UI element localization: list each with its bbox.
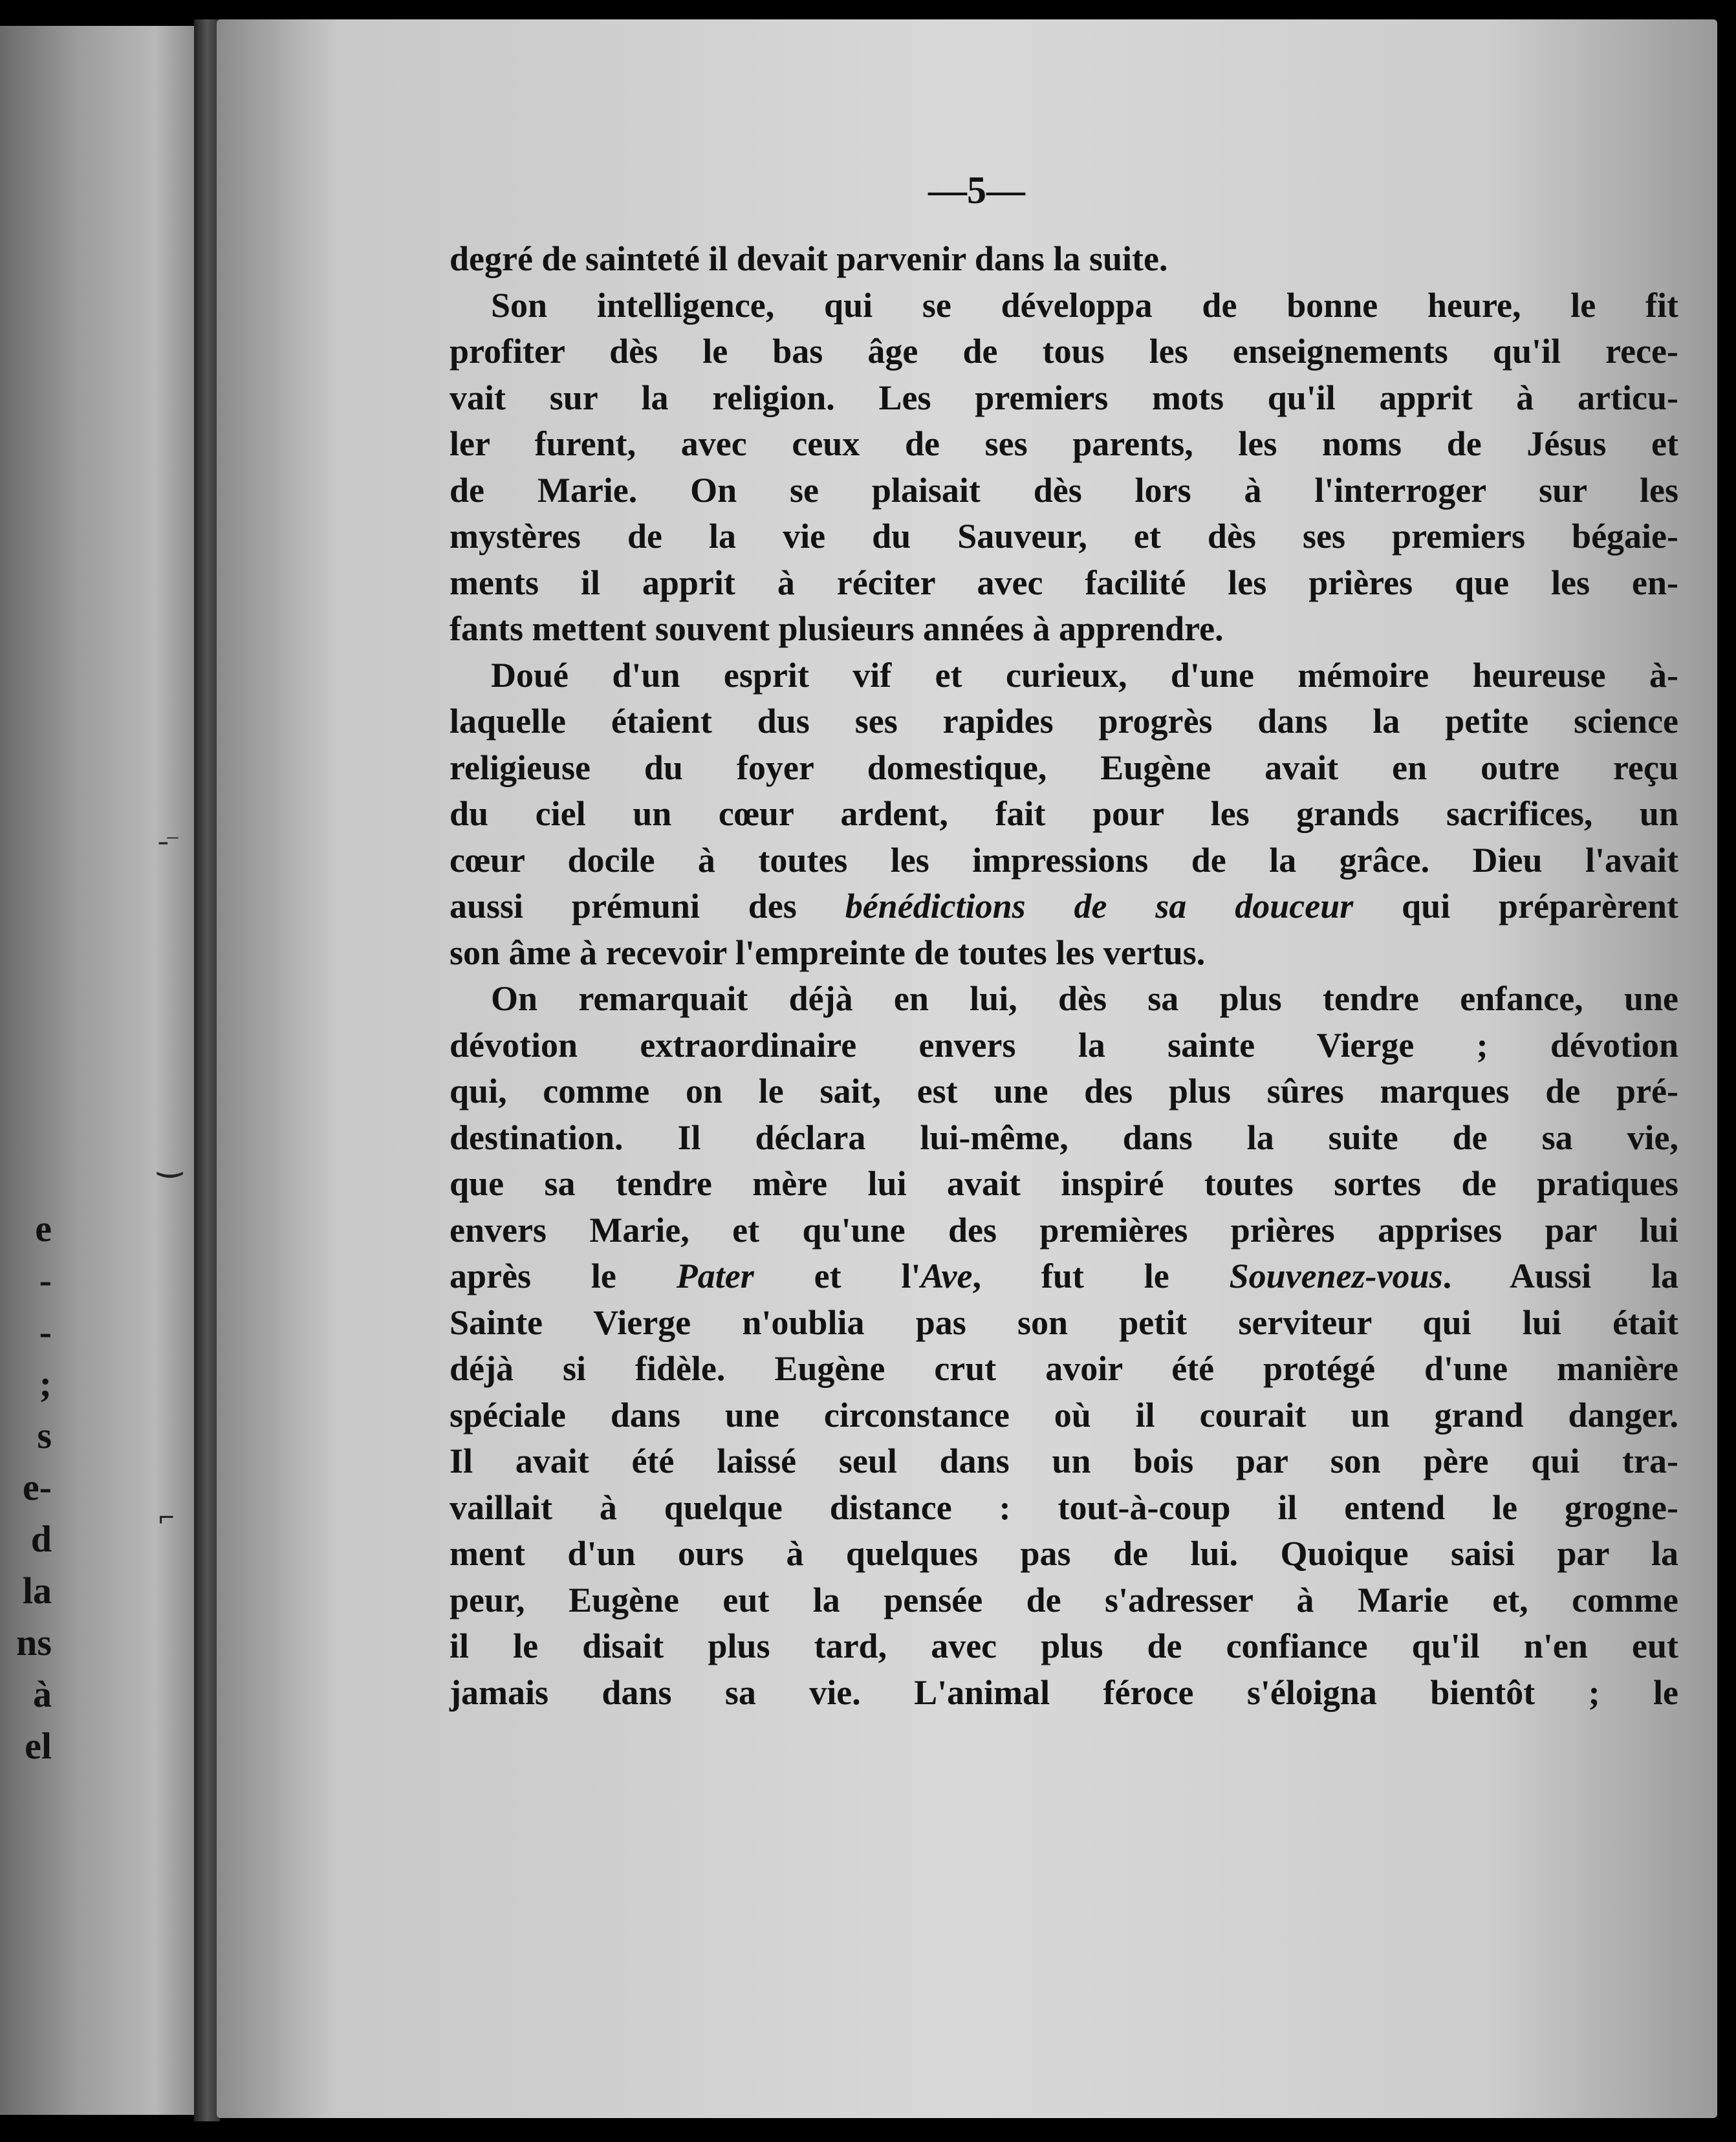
text-line [450, 1623, 1678, 1670]
text-line [450, 606, 1678, 653]
text-line [450, 1485, 1678, 1531]
left-page [0, 26, 194, 2115]
text-line [450, 560, 1678, 607]
left-page-fragment: - [39, 1311, 52, 1353]
text-run: fants mettent souvent plusieurs années à apprendre. [450, 609, 1224, 648]
italic-text: Pater [676, 1257, 754, 1295]
text-line [450, 1531, 1678, 1577]
left-page-fragment: la [22, 1570, 52, 1612]
text-line [450, 1207, 1678, 1254]
text-run: Sainte Vierge n'oublia pas son petit serviteur qui lui était [450, 1303, 1678, 1342]
text-line [450, 468, 1678, 514]
text-line [450, 1392, 1678, 1439]
text-run: de Marie. On se plaisait dès lors à l'interroger sur les [450, 470, 1678, 510]
text-run: laquelle étaient dus ses rapides progrès dans la petite science [450, 702, 1678, 741]
text-run: religieuse du foyer domestique, Eugène avait en outre reçu [450, 748, 1678, 787]
left-page-fragment: s [37, 1414, 52, 1456]
left-page-fragment: ns [16, 1621, 52, 1663]
text-run: vait sur la religion. Les premiers mots qu'il apprit à articu- [450, 378, 1678, 417]
text-run: On remarquait déjà en lui, dès sa plus tendre enfance, une [491, 979, 1678, 1018]
text-run: après le [450, 1257, 677, 1295]
text-run: jamais dans sa vie. L'animal féroce s'éloigna bientôt ; le [450, 1672, 1678, 1712]
text-line [450, 329, 1678, 375]
left-page-fragment: e- [22, 1466, 52, 1508]
text-line [450, 698, 1678, 745]
text-run: ments il apprit à réciter avec facilité les prières que les en- [450, 563, 1678, 602]
text-line [450, 930, 1678, 977]
text-line [450, 1438, 1678, 1485]
left-page-fragment: e [35, 1207, 52, 1250]
right-page [158, 19, 1717, 2118]
left-page-fragment: à [33, 1673, 52, 1715]
text-line [450, 514, 1678, 560]
text-line [450, 791, 1678, 838]
text-run: et l' [754, 1257, 921, 1295]
text-run: Son intelligence, qui se développa de bonne heure, le fit [491, 285, 1678, 325]
text-run: du ciel un cœur ardent, fait pour les grands sacrifices, un [450, 794, 1678, 833]
margin-mark: ‿ [158, 1145, 182, 1177]
text-run: cœur docile à toutes les impressions de la grâce. Dieu l'avait [450, 840, 1678, 880]
text-line [450, 1300, 1678, 1347]
text-line [450, 1068, 1678, 1115]
page-number: —5— [928, 169, 1025, 211]
text-line [450, 976, 1678, 1022]
text-line [450, 1115, 1678, 1162]
text-run: il le disait plus tard, avec plus de confiance qu'il n'en eut [450, 1627, 1678, 1665]
text-run: Doué d'un esprit vif et curieux, d'une mémoire heureuse à- [491, 655, 1678, 695]
text-run: ler furent, avec ceux de ses parents, les noms de Jésus et [450, 424, 1678, 463]
text-run: vaillait à quelque distance : tout-à-coup il entend le grogne- [450, 1488, 1678, 1527]
text-run: spéciale dans une circonstance où il courait un grand danger. [450, 1395, 1678, 1434]
italic-text: Souvenez-vous [1229, 1257, 1443, 1295]
text-run: degré de sainteté il devait parvenir dans la suite. [450, 239, 1168, 278]
text-run: . Aussi la [1442, 1257, 1678, 1295]
text-run: aussi prémuni des [450, 887, 845, 925]
text-run: qui, comme on le sait, est une des plus sûres marques de pré- [450, 1072, 1678, 1110]
text-run: son âme à recevoir l'empreinte de toutes les vertus. [450, 933, 1206, 972]
text-run: que sa tendre mère lui avait inspiré toutes sortes de pratiques [450, 1164, 1678, 1203]
left-page-fragment: el [25, 1725, 52, 1767]
text-line [450, 883, 1678, 930]
text-line [450, 653, 1678, 699]
left-page-fragments [0, 1203, 52, 1772]
text-line [450, 421, 1678, 468]
text-line [450, 1670, 1678, 1716]
left-page-fragment: - [39, 1259, 52, 1301]
text-line [450, 375, 1678, 422]
body-text [450, 236, 1678, 1716]
italic-text: bénédictions de sa douceur [845, 887, 1354, 925]
text-line [450, 745, 1678, 792]
text-run: peur, Eugène eut la pensée de s'adresser à Marie et, comme [450, 1580, 1678, 1619]
text-run: qui préparèrent [1353, 887, 1678, 925]
text-run: destination. Il déclara lui-même, dans la suite de sa vie, [450, 1118, 1678, 1157]
italic-text: Ave [920, 1257, 973, 1295]
text-line [450, 1346, 1678, 1392]
text-line [450, 1161, 1678, 1207]
text-run: mystères de la vie du Sauveur, et dès ses premiers bégaie- [450, 517, 1678, 556]
text-run: , fut le [972, 1257, 1230, 1295]
text-run: dévotion extraordinaire envers la sainte Vierge ; dévotion [450, 1025, 1678, 1065]
text-line [450, 1022, 1678, 1069]
text-run: Il avait été laissé seul dans un bois par son père qui tra- [450, 1442, 1678, 1480]
text-run: envers Marie, et qu'une des premières prières apprises par lui [450, 1210, 1678, 1250]
book-gutter [194, 19, 220, 2121]
text-run: profiter dès le bas âge de tous les enseignements qu'il rece- [450, 332, 1678, 371]
text-line [450, 838, 1678, 884]
left-page-fragment: d [30, 1518, 52, 1560]
margin-mark: ⌐ [158, 1501, 175, 1533]
text-line [450, 1253, 1678, 1300]
text-line [450, 236, 1678, 283]
left-page-fragment: ; [39, 1363, 52, 1405]
text-line [450, 283, 1678, 329]
text-line [450, 1577, 1678, 1624]
text-run: ment d'un ours à quelques pas de lui. Quoique saisi par la [450, 1534, 1678, 1573]
margin-mark: ˉ‾ [158, 835, 178, 867]
text-run: déjà si fidèle. Eugène crut avoir été protégé d'une manière [450, 1349, 1678, 1388]
